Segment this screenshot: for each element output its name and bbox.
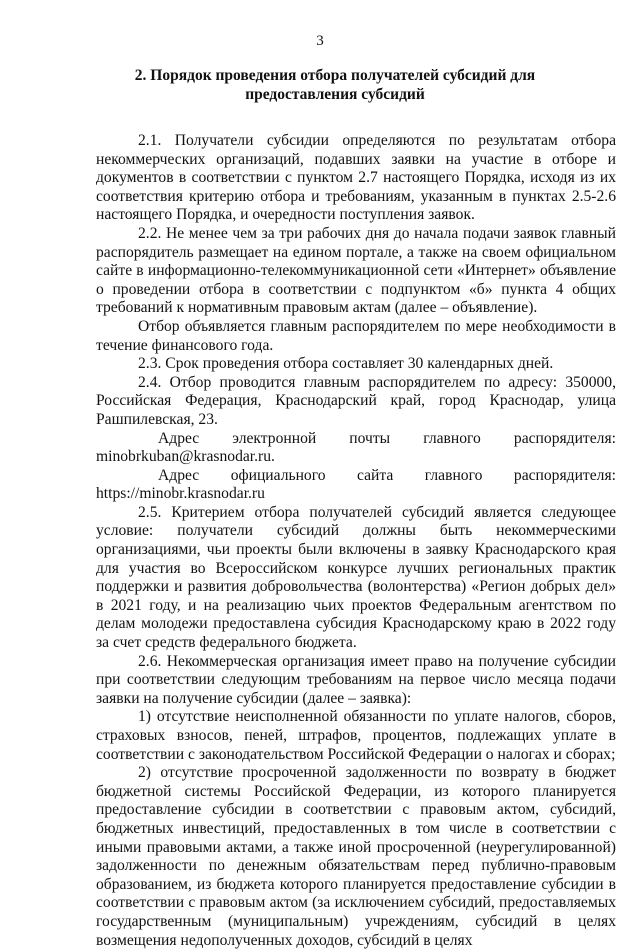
paragraph-2-1: 2.1. Получатели субсидии определяются по результатам отбора некоммерческих организаций, подавших заявки на участие в отборе и документов в соответствии с пунктом 2.7 настоящего Порядка, исходя из их соответствия критерию отбора и требованиям, указанным в пунктах 2.5-2.6 настоящего Порядка, и очередности поступления заявок. [96,132,616,224]
site-label-word: главного [424,466,483,484]
section-heading [130,66,540,104]
paragraph-2-5: 2.5. Критерием отбора получателей субсидий является следующее условие: получатели субсидий должны быть некоммерческими организациями, чьи проекты были включены в заявку Краснодарского края для участия во Всероссийском конкурсе лучших региональных практик поддержки и развития добровольчества (волонтерства) «Регион добрых дел» в 2021 году, и на реализацию чьих проектов Федеральным агентством по делам молодежи предоставлена субсидия Краснодарскому краю в 2022 году за счет средств федерального бюджета. [96,503,616,652]
requirement-item-2: 2) отсутствие просроченной задолженности по возврату в бюджет бюджетной системы Российской Федерации, из которого планируется предоставление субсидии в соответствии с правовым актом, субсидий, бюджетных инвестиций, предоставленных в том числе в соответствии с иными правовыми актами, а также иной просроченной (неурегулированной) задолженности по денежным обязательствам перед публично-правовым образованием, из бюджета которого планируется предоставление субсидии в соответствии с правовым актом (за исключением субсидий, предоставляемых государственным (муниципальным) учреждениям, субсидий в целях возмещения недополученных доходов, субсидий в целях [96,764,616,949]
email-label-word: распорядителя: [513,429,616,447]
site-label-word: Адрес [158,466,200,484]
email-address: minobrkuban@krasnodar.ru. [96,448,275,466]
email-label-row [96,430,616,449]
email-label-word: почты [349,429,391,447]
paragraph-2-3: 2.3. Срок проведения отбора составляет 30 календарных дней. [138,355,554,373]
paragraph-2-4: 2.4. Отбор проводится главным распорядителем по адресу: 350000, Российская Федерация, Краснодарский край, город Краснодар, улица Рашпилевская, 23. [96,373,616,428]
paragraph-2-2-continued: Отбор объявляется главным распорядителем по мере необходимости в течение финансового года. [96,317,616,354]
site-label-row [96,467,616,486]
page-number: 3 [316,33,324,49]
site-label-word: официального [230,466,326,484]
section-heading-line-1: 2. Порядок проведения отбора получателей субсидий для [134,67,536,84]
paragraph-2-2: 2.2. Не менее чем за три рабочих дня до начала подачи заявок главный распорядитель размещает на едином портале, а также на своем официальном сайте в информационно-телекоммуникационной сети «Интернет» объявление о проведении отбора в соответствии с подпунктом «б» пункта 4 общих требований к нормативным правовым актам (далее – объявление). [96,224,616,317]
section-heading-line-2: предоставления субсидий [245,86,425,103]
site-label-word: сайта [357,466,394,484]
email-label-word: главного [423,429,481,447]
document-body [96,132,616,950]
site-label-word: распорядителя: [513,466,616,484]
email-label-word: Адрес [158,429,200,447]
site-address: https://minobr.krasnodar.ru [96,485,265,503]
paragraph-2-6: 2.6. Некоммерческая организация имеет право на получение субсидии при соответствии следующим требованиям на первое число месяца подачи заявки на получение субсидии (далее – заявка): [96,652,616,707]
email-label-word: электронной [232,429,317,447]
requirement-item-1: 1) отсутствие неисполненной обязанности по уплате налогов, сборов, страховых взносов, пеней, штрафов, процентов, подлежащих уплате в соответствии с законодательством Российской Федерации о налогах и сборах; [96,708,616,763]
